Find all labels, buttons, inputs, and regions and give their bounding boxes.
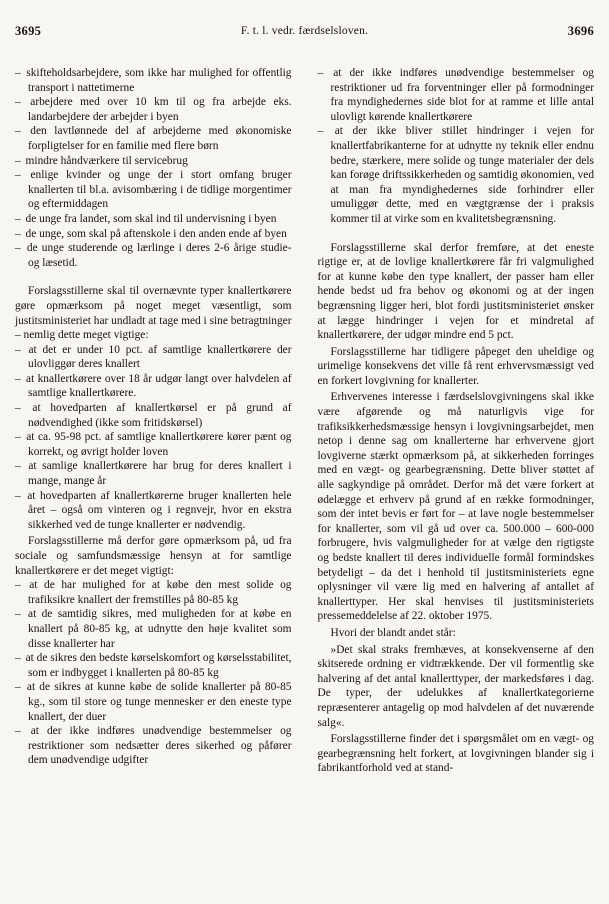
list-item-text: at de sikres den bedste kørselskomfort og kørselsstabilitet, som er indbygget i knallerten på 80-85 kg [25,652,292,679]
paragraph: »Det skal straks fremhæves, at konsekvenserne af den skitserede ordning er vidtrækkende. Der vil formentlig ske halvering af det antal knallerttyper, der markedsføres i dag. De typer, der udelukkes af knallertkategorierne repræsenterer antagelig op mod halvdelen af det nuværende salg«. [317,643,594,729]
list-item-text: arbejdere med over 10 km til og fra arbejde eks. landarbejdere der arbejder i byen [28,96,292,123]
paragraph: Forslagsstillerne skal derfor fremføre, at det eneste rigtige er, at de lovlige knallertkørere får fri valgmulighed for at kunne købe den type knallert, der passer ham eller hende bedst ud fra behov og økonomi og at der ingen begrænsning ligger heri, blot fordi justitsministeriet ønsker at lægge hindringer i vejen for et mindretal af knallertkørere, der udgør mindre end 5 pct. [317,241,594,342]
dash-marker: – [15,125,29,138]
list-item-text: at ca. 95-98 pct. af samtlige knallertkørere kører pænt og korrekt, og øvrigt holder loven [26,431,292,458]
list-item [15,430,292,459]
list-item-text: at knallertkørere over 18 år udgør langt over halvdelen af samtlige knallertkørere. [26,372,292,400]
list-item-text: skifteholdsarbejdere, som ikke har mulighed for offentlig transport i nattetimerne [26,67,292,94]
list-item-text: at de sikres at kunne købe de solide knallerter på 80-85 kg., som til store og tunge mennesker er den eneste type knallert, der duer [26,681,292,723]
list-item [15,66,292,95]
list-item-text: at de samtidig sikres, med muligheden for at købe en knallert på 80-85 kg, at udnytte den høje kvalitet som disse knallerter har [28,608,292,650]
dash-marker: – [317,67,332,79]
page-number-left: 3695 [15,24,42,38]
list-item-text: de unge studerende og lærlinge i deres 2-6 årige studie- og læsetid. [26,242,292,269]
dash-marker: – [15,212,24,225]
document-title: F. t. l. vedr. færdselsloven. [240,25,369,37]
list-item-text: at de har mulighed for at købe den mest solide og trafiksikre knallert der fremstilles på 80-85 kg [28,579,292,606]
dash-marker: – [15,242,25,255]
dash-marker: – [15,579,28,592]
list-item-text: mindre håndværkere til servicebrug [25,154,188,167]
list-item-text: at der ikke indføres unødvendige bestemmelser og restriktioner som nedsætter deres sikerhed og påfører dem unødvendige udgifter [28,725,292,767]
paragraph: Forslagsstillerne har tidligere påpeget den uheldige og urimelige konsekvens det ville få rent erhvervsmæssigt ved en forkert lovgivning for knallerter. [317,345,594,387]
list-item [318,66,595,124]
list-item [15,607,292,651]
list-item [15,227,292,242]
list-item [15,578,292,607]
list-item [15,95,292,124]
dash-marker: – [15,227,24,240]
list-item-text: at det er under 10 pct. af samtlige knallertkørere der ulovliggør deres knallert [28,343,292,371]
list-item [15,459,292,488]
list-item-text: den lavtlønnede del af arbejderne med økonomiske forpligtelser for en familie med flere børn [28,125,292,152]
list-item-text: at der ikke bliver stillet hindringer i vejen for knallertfabrikanterne for at udnytte ny teknik eller endnu bedre, stærkere, mere solide og tunge materialer der dels kan forøge driftssikkerheden og samtidig økonomien, ved at man fra myndighedernes side forhindrer eller umuliggør dette, med en vægtgrænse der i praksis kommer til at virke som en kvalitetsbegrænsning. [330,125,595,225]
list-item-text: enlige kvinder og unge der i stort omfang bruger knallerten til bl.a. avisombæring i de tidlige morgentimer og eftermiddagen [28,169,292,211]
paragraph: Forslagsstillerne må derfor gøre opmærksom på, ud fra sociale og samfundsmæssige hensyn at for samtlige knallertkørere er det meget vigtigt: [15,535,292,577]
left-column [15,66,292,776]
list-item [15,241,292,270]
list-item [15,401,292,430]
page-header [0,0,609,42]
dash-marker: – [15,343,27,356]
page-number-right: 3696 [567,24,594,38]
list-item [15,343,292,372]
dash-marker: – [15,372,25,385]
dash-marker: – [15,431,25,444]
dash-marker: – [15,725,29,738]
list-item [318,124,595,226]
dash-marker: – [15,154,24,167]
paragraph: Erhvervenes interesse i færdselslovgivningens skal ikke være afgørende og må naturligvis vige for trafiksikkerhedsmæssige hensyn i lovgivningsarbejdet, men netop i denne sag om knallerterne har erhvervene gjort lovgiverne stærkt opmærksom på, at sikkerheden forringes med en vægt- og gearbegrænsning. Dette bliver støttet af alle sagkyndige på området. Derfor må det være forkert at ødelægge et erhverv på grund af en række formodninger, som der intet bevis er ført for – at lave nogle bestemmelser for knallerter, som vil gå ud over ca. 500.000 – 600-000 forbrugere, hvis valgmuligheder for at vælge den rigtigste og bedste knallert til deres individuelle formål formindskes betydeligt – da det i henhold til justitsministeriets egne oplysninger vil være lig med en halvering af antallet af knallerttyper. Her skal henvises til justitsministeriets pressemeddelelse af 22. oktober 1975. [317,391,594,623]
dash-marker: – [15,460,27,473]
list-item-text: at hovedparten af knallertkørerne bruger knallerten hele året – også om vinteren og i regnvejr, hvor en ekstra sikkerhed ved de tunge knallerter er nødvendig. [27,489,292,531]
paragraph: Hvori der blandt andet står: [330,626,456,639]
list-item [15,124,292,153]
dash-marker: – [15,402,31,415]
dash-marker: – [15,67,25,79]
list-item-text: at samlige knallertkørere har brug for deres knallert i mange, mange år [28,460,292,488]
list-item [15,680,292,724]
dash-marker: – [15,681,25,694]
dash-marker: – [15,608,27,621]
list-item-text: de unge, som skal på aftenskole i den anden ende af byen [25,227,287,240]
dash-marker: – [15,96,29,109]
paragraph: Forslagsstillerne finder det i spørgsmålet om en vægt- og gearbegrænsning helt forkert, at lovgivningen blander sig i fabrikantforhold ved at stand- [317,733,594,775]
list-item-text: at der ikke indføres unødvendige bestemmelser og restriktioner ud fra forventninger eller på formodninger fra myndighedernes side blot for at ramme et lille antal ulovligt kørende knallertkørere [330,67,594,123]
list-item-text: at hovedparten af knallertkørsel er på grund af nødvendighed (ikke som fritidskørsel) [28,402,292,429]
dash-marker: – [15,652,24,665]
list-item [15,651,292,680]
list-item [15,489,292,533]
list-item [15,372,292,401]
dash-marker: – [15,489,26,502]
paragraph: Forslagsstillerne skal til overnævnte typer knallertkørere gøre opmærksom på noget meget væsentligt, som justitsministeriet har undladt at tage med i sine betragtninger – nemlig dette meget vigtige: [15,285,292,342]
list-item [15,154,292,169]
right-column [318,66,595,776]
text-columns [0,42,609,776]
dash-marker: – [15,169,29,182]
dash-marker: – [317,125,333,138]
list-item [15,168,292,212]
list-item-text: de unge fra landet, som skal ind til undervisning i byen [25,212,277,225]
list-item [15,212,292,227]
list-item [15,724,292,768]
